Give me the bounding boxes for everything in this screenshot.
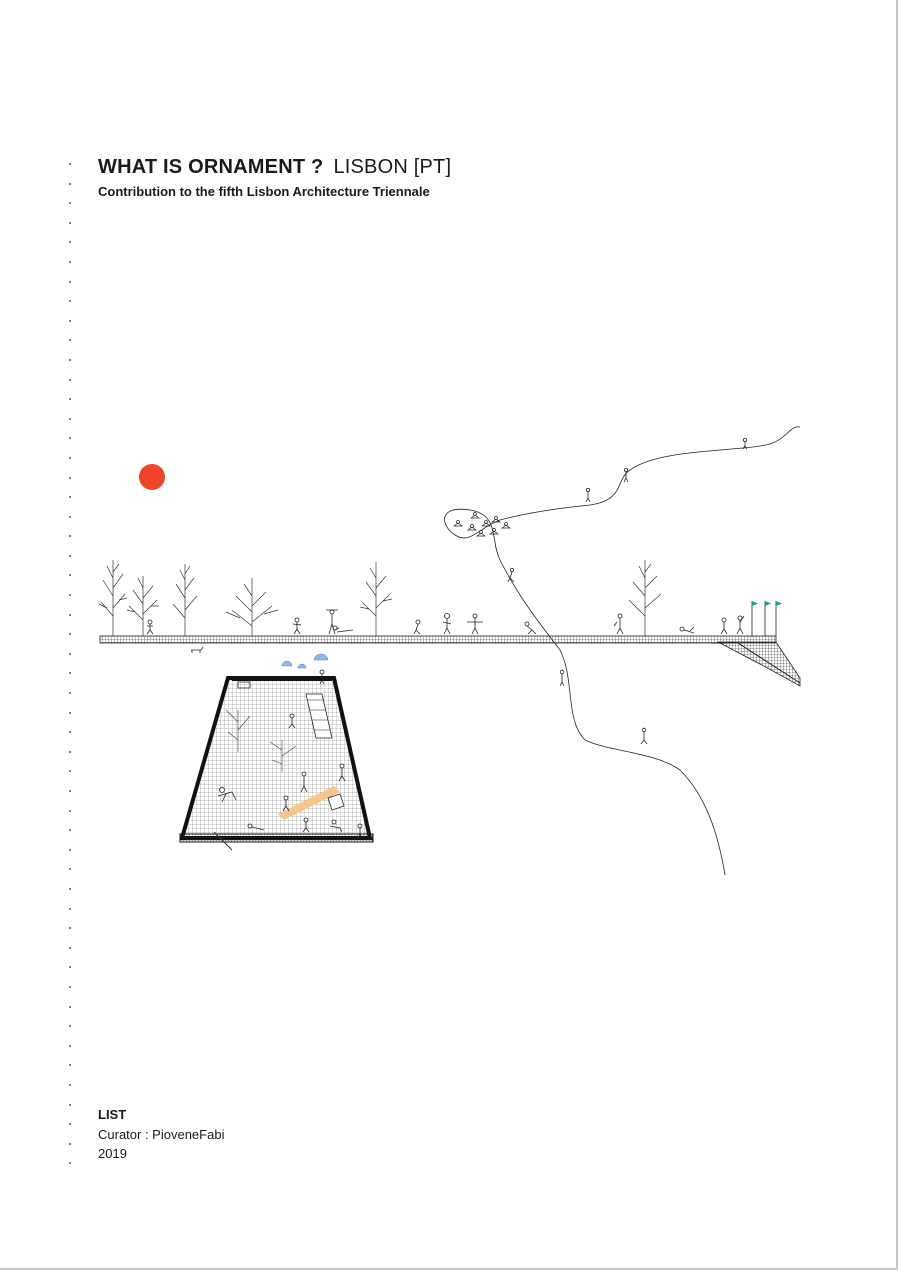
rail-dot — [69, 437, 71, 439]
title-line — [98, 156, 451, 179]
rail-dot — [69, 986, 71, 988]
rail-dot — [69, 1143, 71, 1145]
rail-dot — [69, 614, 71, 616]
rail-dot — [69, 398, 71, 400]
project-title: WHAT IS ORNAMENT ? — [98, 156, 324, 178]
meditating-group — [454, 513, 510, 537]
rail-dot — [69, 790, 71, 792]
margin-dot-rail — [69, 163, 73, 1182]
rail-dot — [69, 1123, 71, 1125]
rail-dot — [69, 751, 71, 753]
path-walkers — [508, 438, 747, 744]
rail-dot — [69, 359, 71, 361]
rail-dot — [69, 300, 71, 302]
curator-line: Curator : PioveneFabi — [98, 1126, 225, 1142]
rail-dot — [69, 1045, 71, 1047]
rail-dot — [69, 1162, 71, 1164]
rail-dot — [69, 477, 71, 479]
rail-dot — [69, 966, 71, 968]
rail-dot — [69, 712, 71, 714]
rail-dot — [69, 927, 71, 929]
rail-dot — [69, 261, 71, 263]
descending-stair — [718, 642, 800, 686]
rail-dot — [69, 1104, 71, 1106]
rail-dot — [69, 418, 71, 420]
rail-dot — [69, 535, 71, 537]
rail-dot — [69, 849, 71, 851]
rail-dot — [69, 379, 71, 381]
title-block — [98, 156, 451, 199]
rail-dot — [69, 183, 71, 185]
rail-dot — [69, 222, 71, 224]
rail-dot — [69, 1084, 71, 1086]
sun-icon — [139, 464, 165, 490]
rail-dot — [69, 202, 71, 204]
year-line: 2019 — [98, 1146, 127, 1161]
cloud-icons — [282, 654, 328, 668]
architectural-illustration — [95, 420, 815, 880]
rail-dot — [69, 320, 71, 322]
ground-band — [100, 636, 776, 643]
tree-icons — [99, 560, 661, 636]
project-subtitle: Contribution to the fifth Lisbon Architecture Triennale — [98, 184, 430, 199]
credits-block — [98, 1105, 224, 1164]
project-location: LISBON [PT] — [333, 156, 452, 178]
rail-dot — [69, 1064, 71, 1066]
rail-dot — [69, 594, 71, 596]
rail-dot — [69, 888, 71, 890]
rail-dot — [69, 457, 71, 459]
rail-dot — [69, 810, 71, 812]
rail-dot — [69, 731, 71, 733]
rail-dot — [69, 692, 71, 694]
rail-dot — [69, 163, 71, 165]
rail-dot — [69, 1006, 71, 1008]
rail-dot — [69, 555, 71, 557]
rail-dot — [69, 516, 71, 518]
rail-dot — [69, 770, 71, 772]
flags-icon — [752, 601, 782, 636]
rail-dot — [69, 574, 71, 576]
rail-dot — [69, 672, 71, 674]
rail-dot — [69, 1025, 71, 1027]
rail-dot — [69, 339, 71, 341]
rail-dot — [69, 281, 71, 283]
rail-dot — [69, 829, 71, 831]
rail-dot — [69, 653, 71, 655]
rail-dot — [69, 868, 71, 870]
rail-dot — [69, 633, 71, 635]
rail-dot — [69, 908, 71, 910]
studio-name: LIST — [98, 1107, 127, 1122]
rail-dot — [69, 496, 71, 498]
rail-dot — [69, 241, 71, 243]
floating-plaza — [180, 670, 373, 850]
rail-dot — [69, 947, 71, 949]
